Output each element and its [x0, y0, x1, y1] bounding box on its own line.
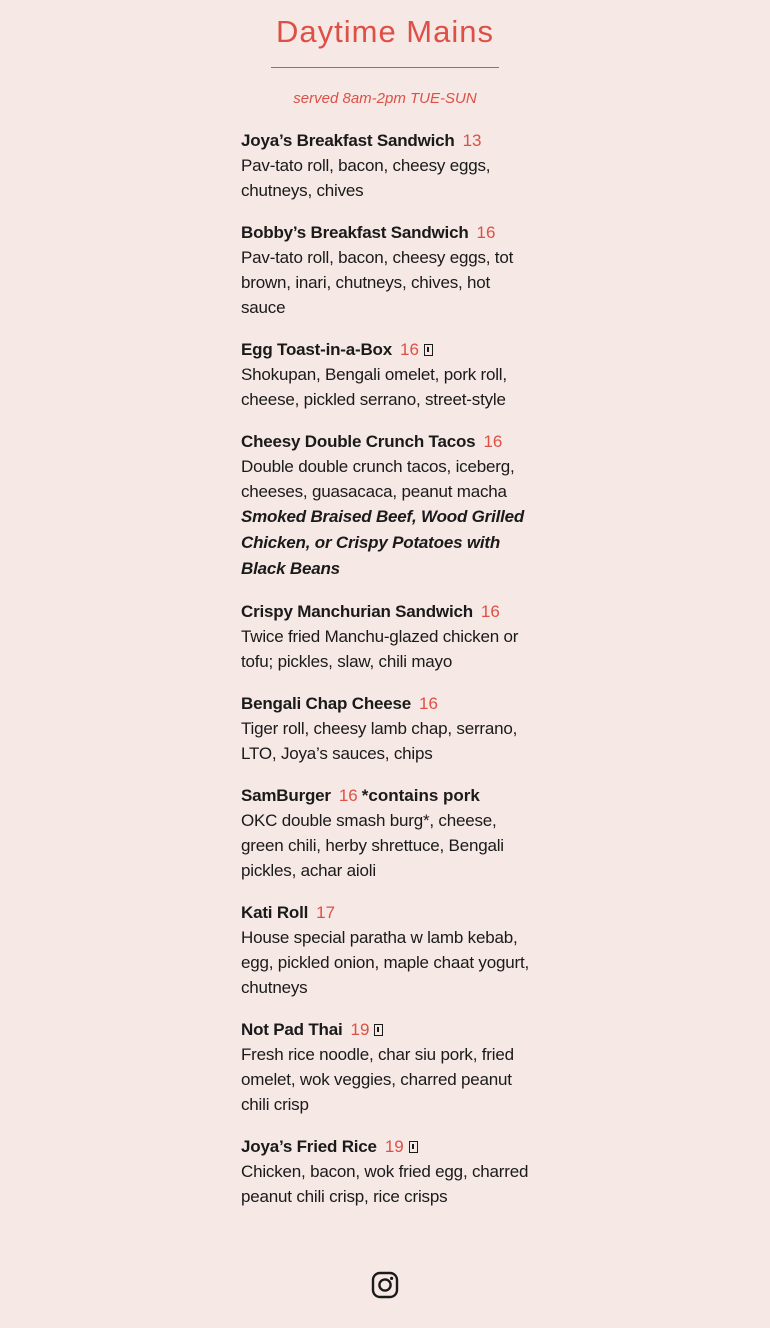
menu-item-header: [241, 783, 531, 808]
menu-item-price: 17: [316, 903, 336, 922]
serving-hours: served 8am-2pm TUE-SUN: [293, 90, 477, 107]
menu-item-price: 19: [350, 1020, 370, 1039]
menu-item: [241, 691, 531, 766]
page-title: Daytime Mains: [276, 14, 494, 49]
instagram-icon[interactable]: [371, 1271, 399, 1299]
unknown-glyph-icon: [424, 344, 433, 356]
menu-item-description: House special paratha w lamb kebab, egg, pickled onion, maple chaat yogurt, chutneys: [241, 928, 529, 997]
menu-item-name: Kati Roll: [241, 903, 309, 922]
menu-item-header: [241, 429, 531, 454]
menu-item-header: [241, 337, 531, 362]
menu-item-description: Tiger roll, cheesy lamb chap, serrano, LTO, Joya’s sauces, chips: [241, 719, 518, 763]
menu-item: [241, 900, 531, 1000]
menu-item-pork-note: *contains pork: [361, 786, 480, 805]
menu-item-name: Cheesy Double Crunch Tacos: [241, 432, 476, 451]
menu-item-name: Joya’s Breakfast Sandwich: [241, 131, 455, 150]
menu-item-header: [241, 128, 531, 153]
menu-item-description-text: Double double crunch tacos, iceberg, cheeses, guasacaca, peanut macha: [241, 457, 515, 501]
menu-item-protein-options: Smoked Braised Beef, Wood Grilled Chicken, or Crispy Potatoes with Black Beans: [241, 507, 525, 578]
unknown-glyph-icon: [374, 1024, 383, 1036]
menu-item-description: OKC double smash burg*, cheese, green chili, herby shrettuce, Bengali pickles, achar aioli: [241, 811, 504, 880]
menu-item-description: Pav-tato roll, bacon, cheesy eggs, tot brown, inari, chutneys, chives, hot sauce: [241, 248, 514, 317]
title-divider: [271, 67, 499, 68]
menu-item-header: [241, 599, 531, 624]
menu-item-price: 13: [462, 131, 482, 150]
menu-item: [241, 1017, 531, 1117]
menu-header: [0, 12, 770, 108]
menu-item-description: Fresh rice noodle, char siu pork, fried omelet, wok veggies, charred peanut chili crisp: [241, 1045, 514, 1114]
menu-item-price: 16: [476, 223, 496, 242]
menu-item-description: Shokupan, Bengali omelet, pork roll, cheese, pickled serrano, street-style: [241, 365, 507, 409]
menu-item-description: Twice fried Manchu-glazed chicken or tofu; pickles, slaw, chili mayo: [241, 627, 519, 671]
menu-item-header: [241, 1134, 531, 1159]
menu-item-header: [241, 220, 531, 245]
menu-item-name: Joya’s Fried Rice: [241, 1137, 377, 1156]
menu-item-price: 16: [338, 786, 358, 805]
menu-item-header: [241, 1017, 531, 1042]
menu-list: [241, 128, 531, 1226]
menu-item-price: 16: [399, 340, 419, 359]
menu-item: [241, 220, 531, 320]
menu-item-description: Pav-tato roll, bacon, cheesy eggs, chutneys, chives: [241, 156, 491, 200]
menu-item-description: [241, 454, 531, 582]
unknown-glyph-icon: [409, 1141, 418, 1153]
instagram-glyph: [371, 1271, 399, 1299]
menu-item: [241, 783, 531, 883]
menu-item: [241, 337, 531, 412]
menu-item-name: Crispy Manchurian Sandwich: [241, 602, 473, 621]
menu-item-name: Not Pad Thai: [241, 1020, 343, 1039]
menu-item: [241, 1134, 531, 1209]
menu-item-header: [241, 900, 531, 925]
menu-item-price: 19: [384, 1137, 404, 1156]
menu-item-price: 16: [483, 432, 503, 451]
menu-item-price: 16: [419, 694, 438, 713]
menu-item-price: 16: [480, 602, 500, 621]
menu-item: [241, 128, 531, 203]
menu-item-description: Chicken, bacon, wok fried egg, charred peanut chili crisp, rice crisps: [241, 1162, 529, 1206]
menu-item-header: [241, 691, 531, 716]
menu-item: [241, 599, 531, 674]
menu-item: [241, 429, 531, 582]
menu-item-name: SamBurger: [241, 786, 331, 805]
menu-item-name: Bengali Chap Cheese: [241, 694, 412, 713]
menu-item-name: Bobby’s Breakfast Sandwich: [241, 223, 469, 242]
menu-item-name: Egg Toast-in-a-Box: [241, 340, 392, 359]
